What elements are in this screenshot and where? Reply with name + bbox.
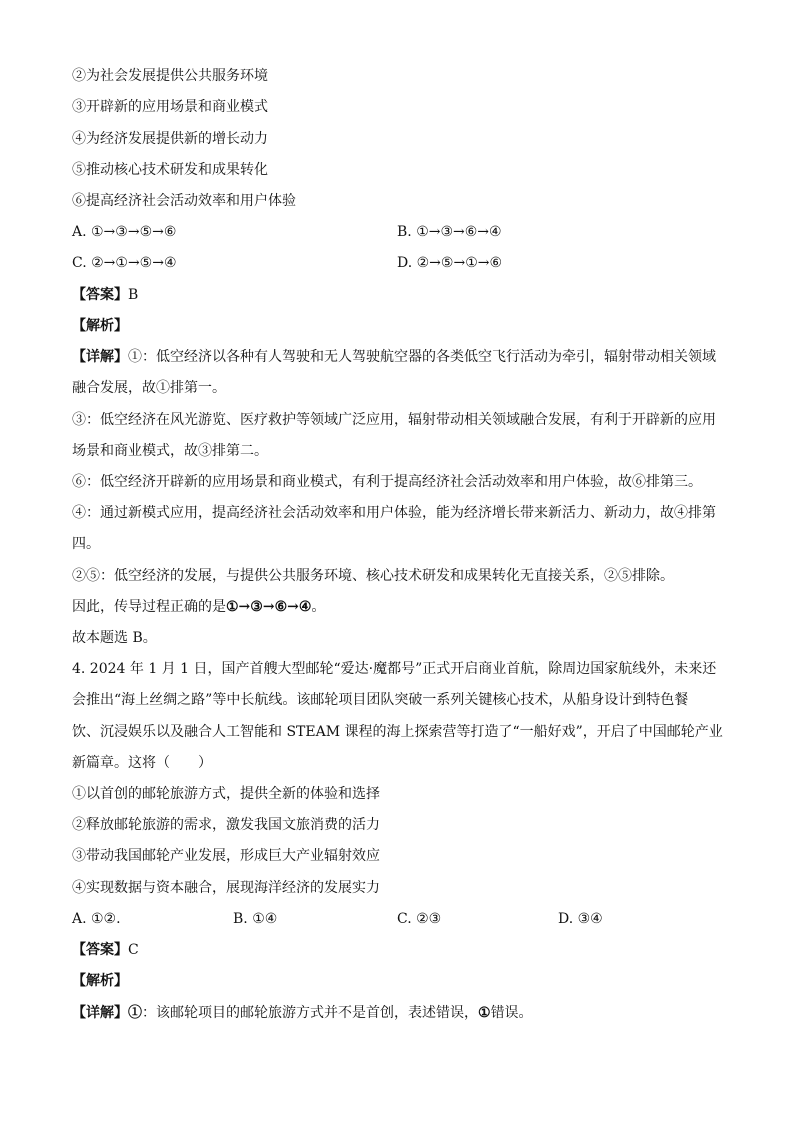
q4-statement-2: ②释放邮轮旅游的需求，激发我国文旅消费的活力 [72,817,380,833]
q4-detail-mark: ① [128,1005,142,1021]
q4-option-a: A. ①②. [72,911,121,927]
q4-stem-line-1: 4. 2024 年 1 月 1 日，国产首艘大型邮轮“爱达·魔都号”正式开启商业首航，除周边国家航线外，未来还 [72,661,717,677]
q3-conclusion-suffix: 。 [311,599,326,615]
q3-option-d: D. ②→⑤→①→⑥ [397,255,503,271]
q3-detail-tag: 【详解】 [72,349,128,365]
q3-conclusion [72,597,732,617]
q3-statement-3: ③开辟新的应用场景和商业模式 [72,99,268,115]
q3-option-a: A. ①→③→⑤→⑥ [72,224,177,240]
q3-analysis-tag: 【解析】 [72,318,128,334]
q4-answer-value: C [128,942,139,958]
q3-detail-line-7: 四。 [72,536,100,552]
q4-stem-line-2: 会推出“海上丝绸之路”等中长航线。该邮轮项目团队突破一系列关键核心技术，从船身设计到特色餐 [72,692,689,708]
q4-stem-line-4: 新篇章。这将（ ） [72,755,212,771]
q4-option-c: C. ②③ [397,911,442,927]
q3-answer-tag: 【答案】 [72,287,128,303]
q4-answer [72,940,732,960]
q3-conclusion-prefix: 因此，传导过程正确的是 [72,599,226,615]
q3-statement-6: ⑥提高经济社会活动效率和用户体验 [72,193,296,209]
q3-option-c: C. ②→①→⑤→④ [72,255,177,271]
q3-statement-4: ④为经济发展提供新的增长动力 [72,131,268,147]
q4-statement-3: ③带动我国邮轮产业发展，形成巨大产业辐射效应 [72,848,380,864]
q3-detail-line-2: 融合发展，故①排第一。 [72,380,226,396]
q3-detail-line-6: ④：通过新模式应用，提高经济社会活动效率和用户体验，能为经济增长带来新活力、新动力，故④排第 [72,505,716,521]
q4-option-b: B. ①④ [233,911,278,927]
q4-detail-text: ：该邮轮项目的邮轮旅游方式并不是首创，表述错误， [142,1005,478,1021]
q4-detail-tag: 【详解】 [72,1005,128,1021]
q3-answer [72,285,732,305]
q4-answer-tag: 【答案】 [72,942,128,958]
q3-statement-5: ⑤推动核心技术研发和成果转化 [72,162,268,178]
q4-option-d: D. ③④ [558,911,603,927]
q3-conclusion-chain: ①→③→⑥→④ [226,599,312,615]
q4-detail-text-2: 错误。 [490,1005,533,1021]
q4-detail-mark-2: ① [478,1005,491,1021]
q4-detail-line-1 [72,1003,732,1023]
q4-statement-4: ④实现数据与资本融合，展现海洋经济的发展实力 [72,880,380,896]
q4-statement-1: ①以首创的邮轮旅游方式，提供全新的体验和选择 [72,786,380,802]
q3-statement-2: ②为社会发展提供公共服务环境 [72,68,268,84]
q3-detail-text: ①：低空经济以各种有人驾驶和无人驾驶航空器的各类低空飞行活动为牵引，辐射带动相关领域 [128,349,716,365]
q3-option-b: B. ①→③→⑥→④ [397,224,502,240]
q4-analysis-tag: 【解析】 [72,973,128,989]
q3-detail-line-1 [72,347,732,367]
q3-detail-line-3: ③：低空经济在风光游览、医疗救护等领域广泛应用，辐射带动相关领域融合发展，有利于开辟新的应用 [72,412,716,428]
q3-detail-line-8: ②⑤：低空经济的发展，与提供公共服务环境、核心技术研发和成果转化无直接关系，②⑤排除。 [72,568,674,584]
q3-detail-line-4: 场景和商业模式，故③排第二。 [72,443,268,459]
q3-detail-line-5: ⑥：低空经济开辟新的应用场景和商业模式，有利于提高经济社会活动效率和用户体验，故⑥排第三。 [72,474,702,490]
q4-stem-line-3: 饮、沉浸娱乐以及融合人工智能和 STEAM 课程的海上探索营等打造了“一船好戏”，开启了中国邮轮产业 [72,724,723,740]
q3-final-choice: 故本题选 B。 [72,630,157,646]
q3-answer-value: B [128,287,139,303]
